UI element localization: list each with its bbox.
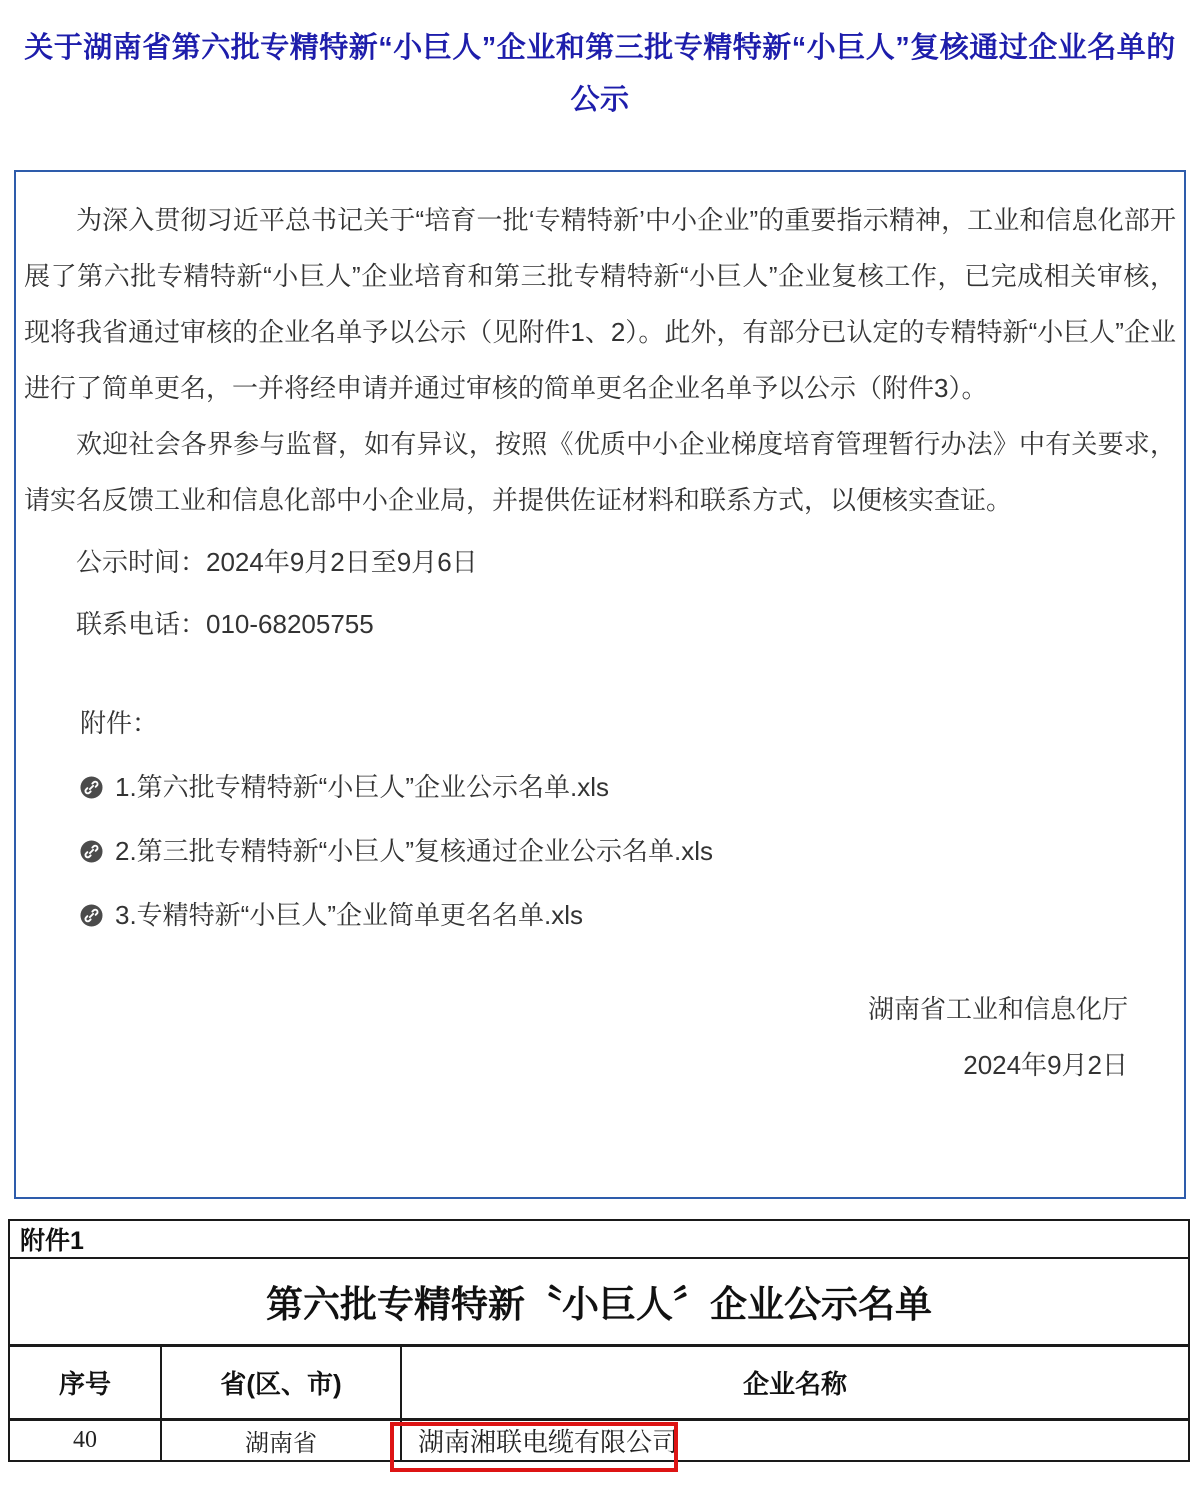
table-header-row	[9, 1345, 1189, 1419]
signature-date: 2024年9月2日	[963, 1050, 1128, 1080]
notice-paragraph-2: 欢迎社会各界参与监督，如有异议，按照《优质中小企业梯度培育管理暂行办法》中有关要求，请实名反馈工业和信息化部中小企业局，并提供佐证材料和联系方式，以便核实查证。	[24, 429, 1176, 515]
cell-seq: 40	[9, 1419, 161, 1461]
publicity-period: 公示时间：2024年9月2日至9月6日	[76, 547, 478, 577]
link-icon	[80, 840, 103, 863]
attachment-link-3[interactable]	[80, 900, 1176, 930]
notice-box	[14, 170, 1186, 1199]
contact-phone: 联系电话：010-68205755	[76, 609, 374, 639]
page-title: 关于湖南省第六批专精特新“小巨人”企业和第三批专精特新“小巨人”复核通过企业名单的公示	[24, 32, 1176, 116]
annex-title: 第六批专精特新〝小巨人〞企业公示名单	[9, 1258, 1189, 1345]
annex-table	[8, 1219, 1190, 1462]
header-province: 省(区、市)	[161, 1345, 401, 1419]
cell-province: 湖南省	[161, 1419, 401, 1461]
link-icon	[80, 776, 103, 799]
attachment-link-2[interactable]	[80, 836, 1176, 866]
attachment-label: 2.第三批专精特新“小巨人”复核通过企业公示名单.xls	[115, 836, 714, 866]
table-row	[9, 1419, 1189, 1461]
annex-tag: 附件1	[9, 1220, 1189, 1258]
attachments-label: 附件：	[80, 708, 159, 738]
notice-paragraph-1: 为深入贯彻习近平总书记关于“培育一批‘专精特新’中小企业”的重要指示精神，工业和信息化部开展了第六批专精特新“小巨人”企业培育和第三批专精特新“小巨人”企业复核工作，已完成相关审核，现将我省通过审核的企业名单予以公示（见附件1、2）。此外，有部分已认定的专精特新“小巨人”企业进行了简单更名，一并将经申请并通过审核的简单更名企业名单予以公示（附件3）。	[24, 205, 1176, 403]
link-icon	[80, 904, 103, 927]
signature-organization: 湖南省工业和信息化厅	[867, 994, 1128, 1024]
attachment-label: 3.专精特新“小巨人”企业简单更名名单.xls	[115, 900, 584, 930]
header-seq: 序号	[9, 1345, 161, 1419]
cell-company: 湖南湘联电缆有限公司	[401, 1419, 1189, 1461]
attachment-label: 1.第六批专精特新“小巨人”企业公示名单.xls	[115, 772, 610, 802]
header-company: 企业名称	[401, 1345, 1189, 1419]
attachment-link-1[interactable]	[80, 772, 1176, 802]
